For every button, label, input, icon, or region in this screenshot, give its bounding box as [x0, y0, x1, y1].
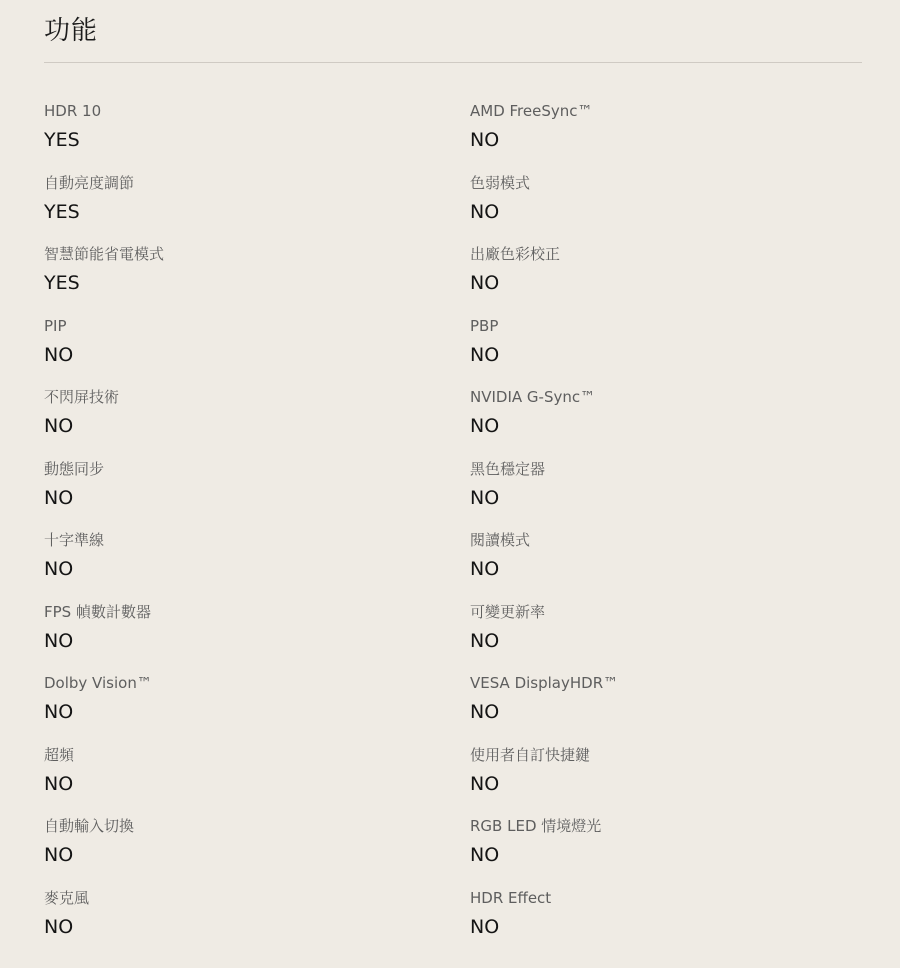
spec-label: 色弱模式 [470, 173, 531, 192]
spec-value: NO [44, 486, 74, 509]
section-divider [44, 62, 862, 63]
spec-label: HDR Effect [470, 888, 552, 907]
spec-item [44, 529, 470, 601]
spec-label: FPS 幀數計數器 [44, 602, 151, 621]
spec-item [44, 386, 470, 458]
section-title: 功能 [44, 16, 99, 46]
spec-value: YES [44, 129, 80, 151]
spec-item [470, 172, 862, 244]
spec-item [44, 100, 470, 172]
spec-item [44, 315, 470, 387]
spec-value: NO [44, 701, 74, 723]
spec-label: 閱讀模式 [470, 531, 531, 549]
spec-item [470, 315, 862, 387]
spec-value: YES [44, 200, 80, 223]
spec-value: NO [44, 844, 74, 866]
spec-value: NO [44, 558, 74, 580]
spec-label: 智慧節能省電模式 [44, 245, 165, 263]
spec-item [470, 100, 862, 172]
spec-item [470, 529, 862, 601]
spec-value: NO [470, 915, 500, 938]
spec-item [44, 172, 470, 244]
spec-item [470, 386, 862, 458]
spec-value: YES [44, 272, 80, 294]
spec-item [44, 243, 470, 315]
spec-label: 自動輸入切換 [44, 817, 135, 835]
spec-value: NO [44, 915, 74, 938]
spec-label: 黑色穩定器 [470, 459, 546, 478]
spec-label: VESA DisplayHDR™ [470, 674, 619, 692]
spec-value: NO [470, 272, 500, 294]
spec-item [470, 243, 862, 315]
spec-label: 超頻 [44, 745, 75, 764]
spec-value: NO [470, 844, 500, 866]
spec-item [470, 601, 862, 673]
spec-item [470, 744, 862, 816]
spec-value: NO [470, 701, 500, 723]
spec-label: PBP [470, 316, 499, 335]
spec-label: 可變更新率 [470, 602, 546, 621]
spec-label: 使用者自訂快捷鍵 [470, 745, 591, 764]
spec-item [470, 672, 862, 744]
spec-label: NVIDIA G-Sync™ [470, 388, 596, 406]
spec-label: AMD FreeSync™ [470, 102, 593, 120]
spec-value: NO [44, 629, 74, 652]
spec-item [44, 601, 470, 673]
spec-item [44, 887, 470, 959]
spec-value: NO [470, 558, 500, 580]
spec-item [44, 815, 470, 887]
spec-value: NO [44, 415, 74, 437]
spec-item [470, 815, 862, 887]
spec-item [44, 672, 470, 744]
spec-label: HDR 10 [44, 102, 102, 120]
spec-label: PIP [44, 316, 67, 335]
spec-label: 動態同步 [44, 459, 105, 478]
spec-grid [44, 100, 862, 958]
spec-value: NO [470, 486, 500, 509]
spec-label: 不閃屏技術 [44, 388, 120, 406]
spec-value: NO [44, 343, 74, 366]
spec-item [470, 887, 862, 959]
spec-value: NO [470, 629, 500, 652]
spec-label: 十字準線 [44, 531, 105, 549]
spec-value: NO [470, 200, 500, 223]
spec-value: NO [44, 772, 74, 795]
spec-value: NO [470, 772, 500, 795]
spec-value: NO [470, 129, 500, 151]
spec-label: 自動亮度調節 [44, 173, 135, 192]
spec-value: NO [470, 415, 500, 437]
spec-label: 出廠色彩校正 [470, 245, 561, 263]
spec-label: RGB LED 情境燈光 [470, 817, 602, 835]
spec-item [44, 458, 470, 530]
spec-label: 麥克風 [44, 888, 90, 907]
spec-label: Dolby Vision™ [44, 674, 152, 692]
spec-value: NO [470, 343, 500, 366]
spec-item [44, 744, 470, 816]
spec-item [470, 458, 862, 530]
